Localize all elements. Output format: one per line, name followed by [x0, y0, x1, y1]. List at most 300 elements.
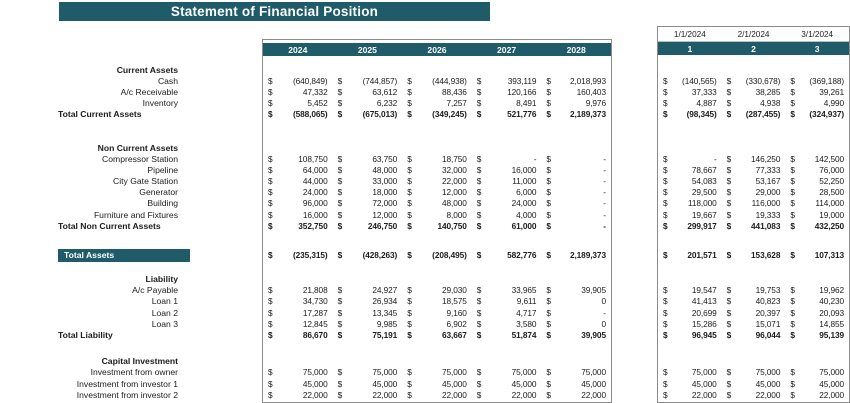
- cell-monthly-building-2[interactable]: [785, 198, 849, 209]
- cell-monthly-inventory-0[interactable]: [658, 98, 722, 109]
- cell-value: 7,257: [446, 98, 467, 109]
- row-label-building[interactable]: Building: [147, 198, 178, 209]
- cell-annual-investment-from-investor-2-1[interactable]: [333, 389, 403, 400]
- cell-monthly-investment-from-investor-1-0[interactable]: [658, 378, 722, 389]
- cell-monthly-loan-1-1[interactable]: [722, 296, 786, 307]
- currency-symbol: $: [268, 307, 273, 318]
- cell-monthly-cash-1[interactable]: [722, 75, 786, 86]
- cell-annual-loan-2-4[interactable]: [541, 307, 611, 318]
- cell-annual-total-current-assets-3[interactable]: [472, 109, 542, 120]
- cell-annual-generator-3[interactable]: [472, 187, 542, 198]
- currency-symbol: $: [663, 389, 668, 400]
- cell-annual-city-gate-station-3[interactable]: [472, 176, 542, 187]
- period-header-1[interactable]: 1: [687, 43, 693, 54]
- cell-annual-inventory-3[interactable]: [472, 98, 542, 109]
- cell-monthly-generator-2[interactable]: [785, 187, 849, 198]
- cell-monthly-generator-1[interactable]: [722, 187, 786, 198]
- cell-annual-furniture-and-fixtures-4[interactable]: [541, 209, 611, 220]
- currency-symbol: $: [476, 109, 482, 120]
- cell-annual-total-current-assets-4[interactable]: [541, 109, 611, 120]
- currency-symbol: $: [337, 153, 343, 164]
- cell-value: 75,000: [372, 367, 398, 378]
- currency-symbol: $: [790, 198, 795, 209]
- cell-value: -: [603, 209, 606, 220]
- cell-annual-a-c-receivable-1[interactable]: [333, 86, 403, 97]
- row-label-a-c-payable[interactable]: A/c Payable: [132, 285, 178, 296]
- cell-annual-inventory-2[interactable]: [402, 98, 472, 109]
- cell-monthly-loan-3-1[interactable]: [722, 318, 786, 329]
- spacer-row: [0, 341, 850, 356]
- row-label-investment-from-investor-1[interactable]: Investment from investor 1: [76, 378, 178, 389]
- cell-annual-compressor-station-3[interactable]: [472, 153, 542, 164]
- cell-annual-investment-from-investor-1-3[interactable]: [472, 378, 542, 389]
- year-header-2025[interactable]: 2025: [357, 44, 377, 55]
- cell-annual-total-non-current-assets-2[interactable]: [402, 220, 472, 231]
- cell-value: -: [533, 153, 537, 164]
- date-header-2-1-2024[interactable]: 2/1/2024: [737, 29, 770, 39]
- currency-symbol: $: [546, 176, 551, 187]
- cell-annual-a-c-payable-1[interactable]: [333, 285, 403, 296]
- cell-annual-investment-from-owner-0[interactable]: [263, 367, 333, 378]
- cell-value: (675,013): [362, 109, 398, 120]
- currency-symbol: $: [268, 329, 273, 340]
- cell-monthly-total-assets-1[interactable]: [722, 248, 786, 262]
- cell-monthly-total-assets-2[interactable]: [785, 248, 849, 262]
- cell-monthly-generator-0[interactable]: [658, 187, 722, 198]
- currency-symbol: $: [790, 187, 795, 198]
- cell-annual-total-assets-1[interactable]: [333, 248, 403, 262]
- cell-annual-pipeline-3[interactable]: [472, 164, 542, 175]
- row-label-a-c-receivable[interactable]: A/c Receivable: [120, 86, 178, 97]
- cell-annual-total-assets-0[interactable]: [263, 248, 333, 262]
- cell-annual-cash-2[interactable]: [402, 75, 472, 86]
- currency-symbol: $: [476, 307, 482, 318]
- cell-annual-loan-2-3[interactable]: [472, 307, 542, 318]
- cell-monthly-a-c-receivable-2[interactable]: [785, 86, 849, 97]
- cell-monthly-investment-from-investor-2-0[interactable]: [658, 389, 722, 400]
- cell-annual-investment-from-investor-1-0[interactable]: [263, 378, 333, 389]
- cell-monthly-loan-1-0[interactable]: [658, 296, 722, 307]
- cell-monthly-a-c-payable-1[interactable]: [722, 285, 786, 296]
- cell-annual-total-liability-4[interactable]: [541, 329, 611, 340]
- cell-monthly-loan-3-2[interactable]: [785, 318, 849, 329]
- cell-annual-compressor-station-0[interactable]: [263, 153, 333, 164]
- currency-symbol: $: [337, 98, 343, 109]
- cell-annual-loan-1-0[interactable]: [263, 296, 333, 307]
- date-header-3-1-2024[interactable]: 3/1/2024: [801, 29, 834, 39]
- currency-symbol: $: [476, 296, 482, 307]
- cell-value: 16,000: [511, 164, 537, 175]
- row-label-total-non-current-assets[interactable]: Total Non Current Assets: [58, 220, 161, 231]
- cell-annual-furniture-and-fixtures-0[interactable]: [263, 209, 333, 220]
- cell-monthly-furniture-and-fixtures-2[interactable]: [785, 209, 849, 220]
- cell-annual-inventory-0[interactable]: [263, 98, 333, 109]
- cell-annual-compressor-station-4[interactable]: [541, 153, 611, 164]
- cell-annual-loan-1-4[interactable]: [541, 296, 611, 307]
- cell-monthly-investment-from-owner-0[interactable]: [658, 367, 722, 378]
- cell-annual-total-non-current-assets-0[interactable]: [263, 220, 333, 231]
- cell-monthly-investment-from-investor-2-1[interactable]: [722, 389, 786, 400]
- cell-monthly-pipeline-2[interactable]: [785, 164, 849, 175]
- cell-value: 22,000: [755, 389, 781, 400]
- cell-annual-total-current-assets-1[interactable]: [333, 109, 403, 120]
- currency-symbol: $: [790, 109, 795, 120]
- cell-annual-furniture-and-fixtures-2[interactable]: [402, 209, 472, 220]
- currency-symbol: $: [663, 378, 668, 389]
- cell-monthly-total-non-current-assets-1[interactable]: [722, 220, 786, 231]
- cell-value: 88,436: [442, 86, 467, 97]
- currency-symbol: $: [268, 389, 273, 400]
- annual-cells: [263, 220, 611, 231]
- cell-annual-loan-2-0[interactable]: [263, 307, 333, 318]
- currency-symbol: $: [337, 86, 343, 97]
- cell-annual-loan-2-2[interactable]: [402, 307, 472, 318]
- cell-monthly-city-gate-station-1[interactable]: [722, 176, 786, 187]
- cell-value: 160,403: [576, 86, 606, 97]
- row-label-total-liability[interactable]: Total Liability: [58, 329, 113, 340]
- cell-monthly-city-gate-station-0[interactable]: [658, 176, 722, 187]
- cell-monthly-cash-2[interactable]: [785, 75, 849, 86]
- row-label-loan-2[interactable]: Loan 2: [151, 307, 178, 318]
- currency-symbol: $: [268, 86, 273, 97]
- cell-monthly-compressor-station-1[interactable]: [722, 153, 786, 164]
- cell-monthly-a-c-receivable-0[interactable]: [658, 86, 722, 97]
- cell-annual-pipeline-1[interactable]: [333, 164, 403, 175]
- currency-symbol: $: [407, 318, 412, 329]
- currency-symbol: $: [268, 198, 273, 209]
- row-label-pipeline[interactable]: Pipeline: [147, 164, 178, 175]
- cell-annual-compressor-station-1[interactable]: [333, 153, 403, 164]
- monthly-cells: [658, 164, 849, 175]
- currency-symbol: $: [726, 86, 732, 97]
- currency-symbol: $: [337, 378, 343, 389]
- cell-monthly-total-current-assets-2[interactable]: [785, 109, 849, 120]
- cell-annual-investment-from-owner-1[interactable]: [333, 367, 403, 378]
- cell-annual-loan-1-2[interactable]: [402, 296, 472, 307]
- cell-value: 521,776: [507, 109, 537, 120]
- cell-annual-furniture-and-fixtures-1[interactable]: [333, 209, 403, 220]
- cell-annual-generator-4[interactable]: [541, 187, 611, 198]
- cell-annual-inventory-4[interactable]: [541, 98, 611, 109]
- cell-annual-total-assets-4[interactable]: [541, 248, 611, 262]
- cell-monthly-furniture-and-fixtures-1[interactable]: [722, 209, 786, 220]
- cell-annual-total-current-assets-0[interactable]: [263, 109, 333, 120]
- cell-annual-building-0[interactable]: [263, 198, 333, 209]
- cell-value: 44,000: [302, 176, 328, 187]
- annual-cells: [263, 198, 611, 209]
- monthly-date-header-row: [658, 27, 849, 42]
- currency-symbol: $: [546, 75, 551, 86]
- currency-symbol: $: [663, 187, 668, 198]
- cell-annual-a-c-receivable-0[interactable]: [263, 86, 333, 97]
- cell-value: 142,500: [814, 153, 845, 164]
- cell-annual-investment-from-owner-2[interactable]: [402, 367, 472, 378]
- cell-value: 75,191: [372, 329, 398, 340]
- cell-value: (588,065): [292, 109, 328, 120]
- cell-annual-investment-from-investor-2-2[interactable]: [402, 389, 472, 400]
- cell-value: 24,000: [511, 198, 537, 209]
- cell-annual-loan-3-3[interactable]: [472, 318, 542, 329]
- currency-symbol: $: [337, 389, 343, 400]
- cell-monthly-a-c-receivable-1[interactable]: [722, 86, 786, 97]
- cell-annual-building-2[interactable]: [402, 198, 472, 209]
- currency-symbol: $: [476, 220, 482, 231]
- cell-monthly-a-c-payable-2[interactable]: [785, 285, 849, 296]
- cell-value: 12,000: [372, 209, 398, 220]
- cell-monthly-investment-from-owner-1[interactable]: [722, 367, 786, 378]
- cell-value: 9,160: [446, 307, 467, 318]
- cell-value: 9,985: [376, 318, 398, 329]
- cell-value: -: [603, 164, 606, 175]
- cell-annual-total-liability-3[interactable]: [472, 329, 542, 340]
- cell-value: 146,250: [751, 153, 781, 164]
- cell-annual-total-liability-0[interactable]: [263, 329, 333, 340]
- cell-annual-building-1[interactable]: [333, 198, 403, 209]
- cell-monthly-building-1[interactable]: [722, 198, 786, 209]
- cell-annual-inventory-1[interactable]: [333, 98, 403, 109]
- monthly-cells: [658, 198, 849, 209]
- cell-monthly-cash-0[interactable]: [658, 75, 722, 86]
- cell-monthly-pipeline-0[interactable]: [658, 164, 722, 175]
- cell-annual-total-non-current-assets-4[interactable]: [541, 220, 611, 231]
- cell-monthly-loan-2-0[interactable]: [658, 307, 722, 318]
- cell-monthly-investment-from-owner-2[interactable]: [785, 367, 849, 378]
- date-header-1-1-2024[interactable]: 1/1/2024: [673, 29, 706, 39]
- period-header-3[interactable]: 3: [814, 43, 820, 54]
- cell-monthly-loan-2-1[interactable]: [722, 307, 786, 318]
- cell-monthly-investment-from-investor-1-2[interactable]: [785, 378, 849, 389]
- currency-symbol: $: [790, 367, 795, 378]
- cell-annual-a-c-receivable-3[interactable]: [472, 86, 542, 97]
- cell-annual-city-gate-station-4[interactable]: [541, 176, 611, 187]
- row-label-furniture-and-fixtures[interactable]: Furniture and Fixtures: [93, 209, 178, 220]
- cell-annual-generator-2[interactable]: [402, 187, 472, 198]
- cell-annual-loan-3-4[interactable]: [541, 318, 611, 329]
- cell-annual-total-non-current-assets-1[interactable]: [333, 220, 403, 231]
- cell-annual-cash-3[interactable]: [472, 75, 542, 86]
- cell-value: 32,000: [442, 164, 467, 175]
- total-assets-band[interactable]: Total Assets: [58, 249, 190, 262]
- cell-value: -: [603, 153, 606, 164]
- cell-value: 19,547: [691, 285, 717, 296]
- cell-value: 76,000: [819, 164, 845, 175]
- currency-symbol: $: [790, 307, 795, 318]
- cell-annual-a-c-payable-2[interactable]: [402, 285, 472, 296]
- cell-monthly-loan-2-2[interactable]: [785, 307, 849, 318]
- cell-value: 19,000: [819, 209, 845, 220]
- cell-value: 13,345: [372, 307, 398, 318]
- cell-annual-a-c-payable-4[interactable]: [541, 285, 611, 296]
- cell-annual-building-4[interactable]: [541, 198, 611, 209]
- cell-value: 19,333: [755, 209, 781, 220]
- cell-monthly-investment-from-investor-2-2[interactable]: [785, 389, 849, 400]
- cell-annual-a-c-receivable-2[interactable]: [402, 86, 472, 97]
- cell-monthly-a-c-payable-0[interactable]: [658, 285, 722, 296]
- currency-symbol: $: [726, 296, 732, 307]
- cell-annual-investment-from-investor-1-1[interactable]: [333, 378, 403, 389]
- cell-monthly-total-non-current-assets-2[interactable]: [785, 220, 849, 231]
- cell-annual-loan-3-1[interactable]: [333, 318, 403, 329]
- year-header-2024[interactable]: 2024: [288, 44, 308, 55]
- cell-monthly-total-current-assets-1[interactable]: [722, 109, 786, 120]
- currency-symbol: $: [726, 153, 732, 164]
- year-header-2027[interactable]: 2027: [497, 44, 517, 55]
- cell-value: 2,189,373: [569, 109, 606, 120]
- cell-value: 75,000: [442, 367, 467, 378]
- currency-symbol: $: [546, 187, 551, 198]
- annual-cells: [263, 209, 611, 220]
- cell-value: 96,945: [691, 329, 717, 340]
- cell-value: 11,000: [512, 176, 537, 187]
- year-header-2028[interactable]: 2028: [566, 44, 586, 55]
- row-investment-from-investor-1: [0, 378, 850, 389]
- cell-annual-investment-from-owner-3[interactable]: [472, 367, 542, 378]
- cell-annual-total-liability-1[interactable]: [333, 329, 403, 340]
- currency-symbol: $: [476, 75, 482, 86]
- row-label-non-current-assets[interactable]: Non Current Assets: [97, 142, 178, 153]
- cell-value: 18,575: [442, 296, 467, 307]
- currency-symbol: $: [726, 250, 732, 261]
- currency-symbol: $: [663, 153, 668, 164]
- cell-annual-investment-from-owner-4[interactable]: [541, 367, 611, 378]
- currency-symbol: $: [337, 329, 343, 340]
- currency-symbol: $: [407, 209, 412, 220]
- row-label-compressor-station[interactable]: Compressor Station: [102, 153, 178, 164]
- cell-annual-generator-1[interactable]: [333, 187, 403, 198]
- cell-monthly-compressor-station-2[interactable]: [785, 153, 849, 164]
- cell-value: (235,315): [292, 250, 328, 261]
- row-label-total-current-assets[interactable]: Total Current Assets: [58, 109, 142, 120]
- cell-annual-total-assets-3[interactable]: [472, 248, 542, 262]
- cell-value: 63,750: [372, 153, 398, 164]
- cell-monthly-building-0[interactable]: [658, 198, 722, 209]
- cell-value: 75,000: [755, 367, 781, 378]
- cell-annual-cash-4[interactable]: [541, 75, 611, 86]
- cell-annual-investment-from-investor-1-4[interactable]: [541, 378, 611, 389]
- row-label-investment-from-investor-2[interactable]: Investment from investor 2: [76, 389, 178, 400]
- cell-value: 6,232: [376, 98, 398, 109]
- currency-symbol: $: [663, 75, 668, 86]
- cell-annual-building-3[interactable]: [472, 198, 542, 209]
- row-label-liability[interactable]: Liability: [145, 274, 178, 285]
- currency-symbol: $: [268, 250, 273, 261]
- cell-annual-a-c-payable-3[interactable]: [472, 285, 542, 296]
- row-label-capital-investment[interactable]: Capital Investment: [101, 356, 178, 367]
- cell-monthly-inventory-1[interactable]: [722, 98, 786, 109]
- row-label-cash[interactable]: Cash: [157, 75, 178, 86]
- cell-annual-loan-1-3[interactable]: [472, 296, 542, 307]
- currency-symbol: $: [790, 296, 795, 307]
- cell-annual-loan-3-2[interactable]: [402, 318, 472, 329]
- row-label-investment-from-owner[interactable]: Investment from owner: [90, 367, 178, 378]
- row-label-city-gate-station[interactable]: City Gate Station: [113, 176, 178, 187]
- currency-symbol: $: [546, 250, 551, 261]
- row-label-inventory[interactable]: Inventory: [142, 98, 178, 109]
- cell-annual-cash-1[interactable]: [333, 75, 403, 86]
- cell-monthly-total-non-current-assets-0[interactable]: [658, 220, 722, 231]
- row-label-generator[interactable]: Generator: [139, 187, 178, 198]
- cell-value: 3,580: [516, 318, 537, 329]
- year-header-2026[interactable]: 2026: [427, 44, 447, 55]
- cell-monthly-total-assets-0[interactable]: [658, 248, 722, 262]
- cell-monthly-pipeline-1[interactable]: [722, 164, 786, 175]
- cell-annual-loan-1-1[interactable]: [333, 296, 403, 307]
- row-label-total-assets[interactable]: [0, 248, 260, 262]
- cell-value: 48,000: [442, 198, 467, 209]
- row-compressor-station: [0, 153, 850, 164]
- monthly-cells: [658, 389, 849, 400]
- cell-annual-compressor-station-2[interactable]: [402, 153, 472, 164]
- cell-monthly-total-liability-1[interactable]: [722, 329, 786, 340]
- currency-symbol: $: [337, 285, 343, 296]
- cell-annual-a-c-payable-0[interactable]: [263, 285, 333, 296]
- cell-monthly-loan-3-0[interactable]: [658, 318, 722, 329]
- cell-annual-loan-2-1[interactable]: [333, 307, 403, 318]
- cell-monthly-inventory-2[interactable]: [785, 98, 849, 109]
- cell-monthly-furniture-and-fixtures-0[interactable]: [658, 209, 722, 220]
- row-label-loan-3[interactable]: Loan 3: [151, 318, 178, 329]
- currency-symbol: $: [337, 75, 343, 86]
- cell-annual-city-gate-station-0[interactable]: [263, 176, 333, 187]
- currency-symbol: $: [268, 164, 273, 175]
- cell-value: (369,188): [809, 75, 845, 86]
- row-label-loan-1[interactable]: Loan 1: [151, 296, 178, 307]
- annual-year-header-row: [263, 43, 611, 56]
- cell-annual-pipeline-4[interactable]: [541, 164, 611, 175]
- cell-monthly-loan-1-2[interactable]: [785, 296, 849, 307]
- currency-symbol: $: [663, 86, 668, 97]
- cell-monthly-investment-from-investor-1-1[interactable]: [722, 378, 786, 389]
- cell-value: -: [603, 187, 606, 198]
- page-title: Statement of Financial Position: [59, 2, 490, 21]
- cell-annual-loan-3-0[interactable]: [263, 318, 333, 329]
- cell-annual-city-gate-station-1[interactable]: [333, 176, 403, 187]
- cell-value: (428,263): [362, 250, 398, 261]
- monthly-cells: [658, 109, 849, 120]
- cell-annual-total-liability-2[interactable]: [402, 329, 472, 340]
- cell-monthly-total-current-assets-0[interactable]: [658, 109, 722, 120]
- cell-monthly-total-liability-2[interactable]: [785, 329, 849, 340]
- currency-symbol: $: [337, 198, 343, 209]
- period-header-2[interactable]: 2: [751, 43, 756, 54]
- currency-symbol: $: [268, 209, 273, 220]
- cell-annual-city-gate-station-2[interactable]: [402, 176, 472, 187]
- cell-annual-investment-from-investor-1-2[interactable]: [402, 378, 472, 389]
- cell-annual-pipeline-0[interactable]: [263, 164, 333, 175]
- currency-symbol: $: [663, 367, 668, 378]
- cell-monthly-city-gate-station-2[interactable]: [785, 176, 849, 187]
- cell-annual-pipeline-2[interactable]: [402, 164, 472, 175]
- cell-value: 75,000: [511, 367, 537, 378]
- cell-annual-total-non-current-assets-3[interactable]: [472, 220, 542, 231]
- cell-monthly-total-liability-0[interactable]: [658, 329, 722, 340]
- cell-annual-generator-0[interactable]: [263, 187, 333, 198]
- cell-value: 2,018,993: [569, 75, 606, 86]
- cell-annual-total-current-assets-2[interactable]: [402, 109, 472, 120]
- cell-annual-investment-from-investor-2-4[interactable]: [541, 389, 611, 400]
- currency-symbol: $: [268, 285, 273, 296]
- cell-annual-investment-from-investor-2-3[interactable]: [472, 389, 542, 400]
- row-label-current-assets[interactable]: Current Assets: [116, 64, 178, 75]
- cell-annual-cash-0[interactable]: [263, 75, 333, 86]
- currency-symbol: $: [268, 367, 273, 378]
- cell-annual-investment-from-investor-2-0[interactable]: [263, 389, 333, 400]
- cell-annual-total-assets-2[interactable]: [402, 248, 472, 262]
- cell-annual-furniture-and-fixtures-3[interactable]: [472, 209, 542, 220]
- currency-symbol: $: [476, 285, 482, 296]
- cell-annual-a-c-receivable-4[interactable]: [541, 86, 611, 97]
- cell-monthly-compressor-station-0[interactable]: [658, 153, 722, 164]
